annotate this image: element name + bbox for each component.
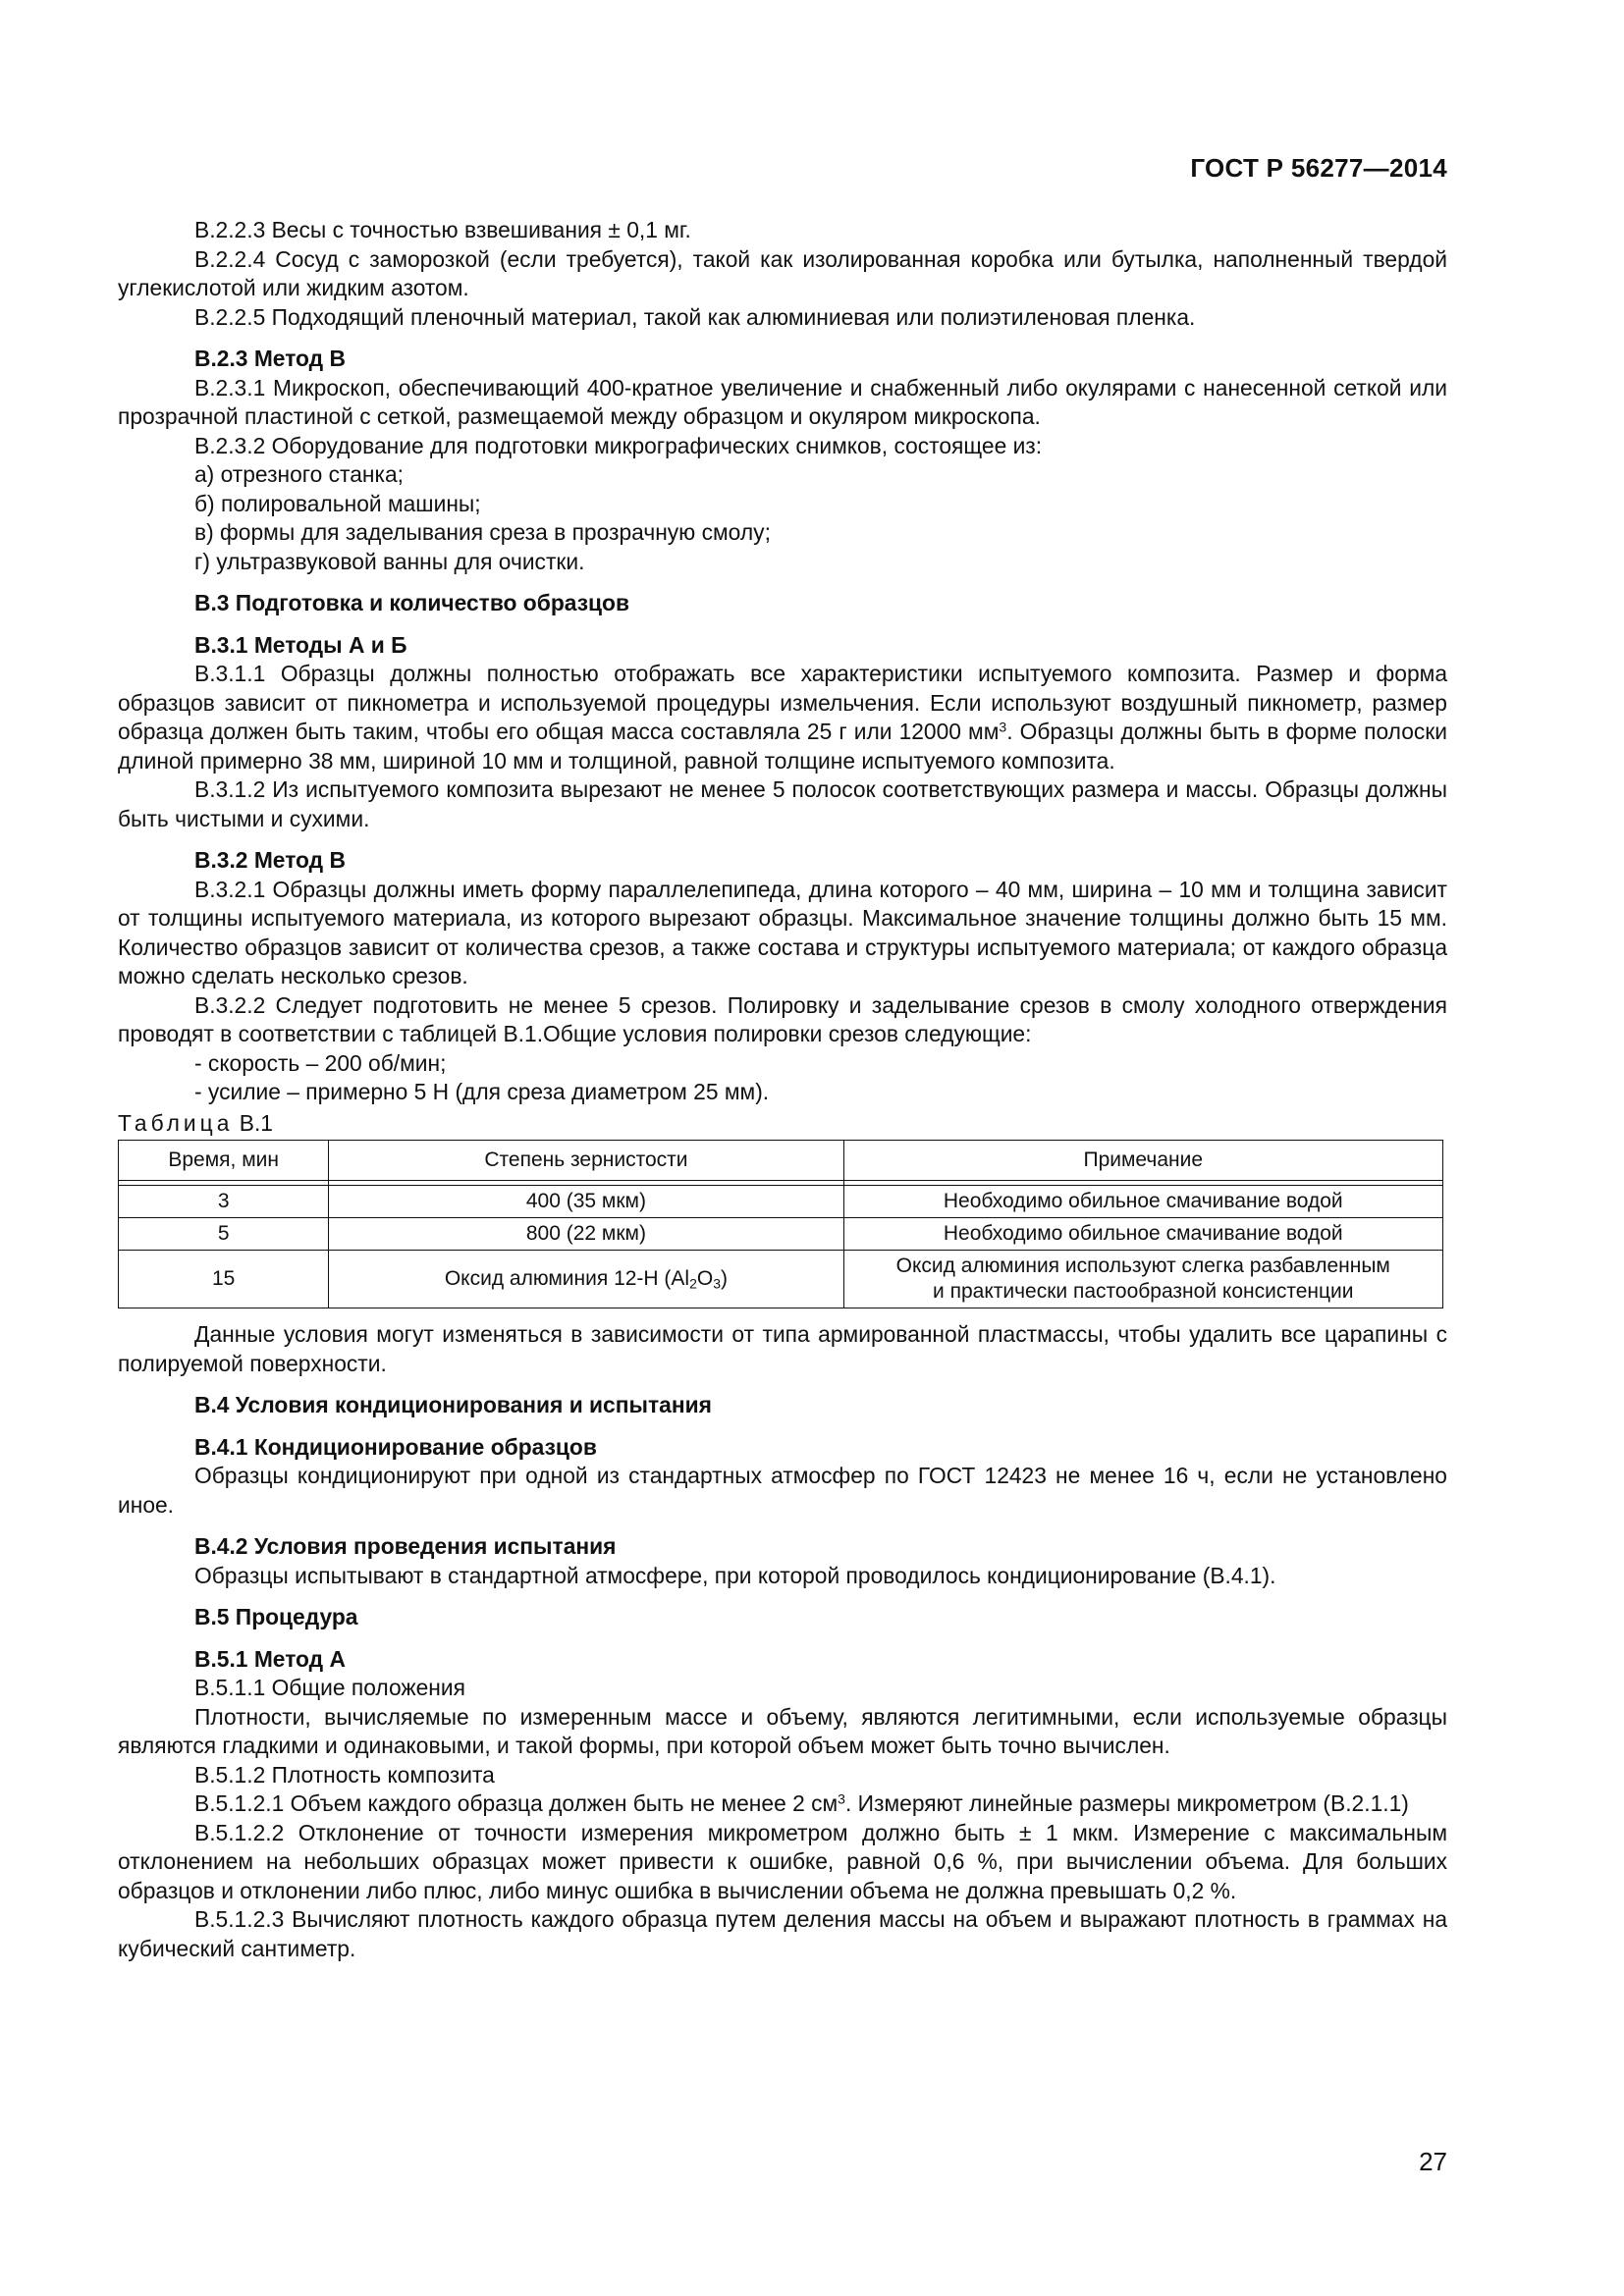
table-header-grit: Степень зернистости bbox=[329, 1141, 843, 1181]
table-caption-word: Таблица bbox=[118, 1109, 234, 1136]
paragraph-b5121-text: В.5.1.2.1 Объем каждого образца должен быть не менее 2 см bbox=[194, 1790, 839, 1816]
heading-b4: В.4 Условия кондиционирования и испытания bbox=[194, 1392, 712, 1417]
table-caption bbox=[118, 1109, 1447, 1139]
heading-b41: В.4.1 Кондиционирование образцов bbox=[194, 1433, 597, 1460]
table-cell-grit: 800 (22 мкм) bbox=[329, 1218, 843, 1251]
paragraph-b5122: В.5.1.2.2 Отклонение от точности измерения микрометром должно быть ± 1 мкм. Измерение с максимальным отклонением на небольших образцах может привести к ошибке, равной 0,6 %, при вычислении объема. Для больших образцов и отклонении либо плюс, либо минус ошибка в вычислении объема не должна превышать 0,2 %. bbox=[118, 1819, 1447, 1903]
page-number: 27 bbox=[1419, 2147, 1447, 2176]
table-cell-grit bbox=[329, 1251, 843, 1308]
table-cell-time: 15 bbox=[119, 1251, 329, 1308]
table-cell-time: 5 bbox=[119, 1218, 329, 1251]
paragraph-b512: В.5.1.2 Плотность композита bbox=[194, 1761, 495, 1788]
paragraph-b312: В.3.1.2 Из испытуемого композита вырезают не менее 5 полосок соответствующих размера и массы. Образцы должны быть чистыми и сухими. bbox=[118, 776, 1447, 831]
list-item-force: - усилие – примерно 5 Н (для среза диаметром 25 мм). bbox=[194, 1079, 770, 1104]
paragraph-b321: В.3.2.1 Образцы должны иметь форму параллелепипеда, длина которого – 40 мм, ширина – 10 мм и толщина зависит от толщины испытуемого материала, из которого вырезают образцы. Максимальное значение толщины должно быть 15 мм. Количество образцов зависит от количества срезов, а также состава и структуры испытуемого материала; от каждого образца можно сделать несколько срезов. bbox=[118, 876, 1447, 988]
superscript-cube: 3 bbox=[838, 1790, 845, 1807]
table-cell-time: 3 bbox=[119, 1186, 329, 1218]
heading-b5: В.5 Процедура bbox=[194, 1604, 358, 1629]
polishing-table bbox=[118, 1140, 1443, 1308]
paragraph-b511-body: Плотности, вычисляемые по измеренным массе и объему, являются легитимными, если используемые образцы являются гладкими и одинаковыми, и такой формы, при которой объем может быть точно вычислен. bbox=[118, 1703, 1447, 1758]
heading-b31: В.3.1 Методы А и Б bbox=[194, 631, 407, 658]
list-item-a: а) отрезного станка; bbox=[194, 461, 404, 487]
paragraph-b511: В.5.1.1 Общие положения bbox=[194, 1675, 465, 1700]
table-row bbox=[119, 1251, 1443, 1308]
heading-b23: В.2.3 Метод В bbox=[194, 346, 346, 371]
list-item-b: б) полировальной машины; bbox=[194, 490, 481, 516]
heading-b32: В.3.2 Метод В bbox=[194, 847, 346, 873]
subscript-2: 2 bbox=[689, 1275, 697, 1292]
table-header-row bbox=[119, 1141, 1443, 1181]
paragraph-b232: В.2.3.2 Оборудование для подготовки микрографических снимков, состоящее из: bbox=[194, 432, 1043, 458]
table-cell-grit: 400 (35 мкм) bbox=[329, 1186, 843, 1218]
paragraph-b311-text-end: . Образцы должны быть в форме полоски длиной примерно 38 мм, шириной 10 мм и толщиной, равной толщине испытуемого композита. bbox=[118, 719, 1448, 774]
paragraph-b225: В.2.2.5 Подходящий пленочный материал, такой как алюминиевая или полиэтиленовая пленка. bbox=[194, 303, 1196, 330]
paragraph-b311-text: В.3.1.1 Образцы должны полностью отображать все характеристики испытуемого композита. Размер и форма образцов зависит от пикнометра и используемой процедуры измельчения. Если используют воздушный пикнометр, размер образца должен быть таким, чтобы его общая масса составляла 25 г или 12000 мм bbox=[118, 661, 1447, 744]
list-item-speed: - скорость – 200 об/мин; bbox=[194, 1049, 447, 1076]
table-header-time: Время, мин bbox=[119, 1141, 329, 1181]
paragraph-b311 bbox=[118, 660, 1447, 775]
paragraph-b223: В.2.2.3 Весы с точностью взвешивания ± 0,1 мг. bbox=[194, 217, 691, 242]
note-line-1: Оксид алюминия используют слегка разбавленным bbox=[895, 1255, 1390, 1277]
paragraph-b231: В.2.3.1 Микроскоп, обеспечивающий 400-кратное увеличение и снабженный либо окулярами с нанесенной сеткой или прозрачной пластиной с сеткой, размещаемой между образцом и окуляром микроскопа. bbox=[118, 374, 1447, 429]
grit-text: Оксид алюминия 12-Н (Al bbox=[444, 1267, 690, 1290]
heading-b42: В.4.2 Условия проведения испытания bbox=[194, 1533, 617, 1559]
table-cell-note bbox=[843, 1251, 1442, 1308]
table-cell-note: Необходимо обильное смачивание водой bbox=[843, 1186, 1442, 1218]
paragraph-b41: Образцы кондиционируют при одной из стандартных атмосфер по ГОСТ 12423 не менее 16 ч, если не установлено иное. bbox=[118, 1463, 1447, 1518]
paragraph-b322: В.3.2.2 Следует подготовить не менее 5 срезов. Полировку и заделывание срезов в смолу холодного отверждения проводят в соответствии с таблицей В.1.Общие условия полировки срезов следующие: bbox=[118, 991, 1447, 1046]
paragraph-b5121 bbox=[118, 1789, 1447, 1819]
paragraph-b5123: В.5.1.2.3 Вычисляют плотность каждого образца путем деления массы на объем и выражают плотность в граммах на кубический сантиметр. bbox=[118, 1906, 1447, 1961]
paragraph-b5121-text-end: . Измеряют линейные размеры микрометром (В.2.1.1) bbox=[844, 1790, 1409, 1816]
paragraph-conditions-note: Данные условия могут изменяться в зависимости от типа армированной пластмассы, чтобы удалить все царапины с полируемой поверхности. bbox=[118, 1321, 1447, 1376]
heading-b51: В.5.1 Метод А bbox=[194, 1645, 346, 1672]
document-id-header: ГОСТ Р 56277—2014 bbox=[1190, 153, 1447, 183]
grit-text-o: O bbox=[696, 1267, 714, 1290]
subscript-3: 3 bbox=[713, 1275, 722, 1292]
table-cell-note: Необходимо обильное смачивание водой bbox=[843, 1218, 1442, 1251]
superscript-cube: 3 bbox=[999, 719, 1007, 735]
heading-b3: В.3 Подготовка и количество образцов bbox=[194, 590, 629, 615]
list-item-v: в) формы для заделывания среза в прозрачную смолу; bbox=[194, 519, 771, 545]
note-line-2: и практически пастообразной консистенции bbox=[933, 1280, 1354, 1303]
table-caption-number: В.1 bbox=[239, 1109, 273, 1136]
document-body bbox=[118, 216, 1447, 1963]
paragraph-b224: В.2.2.4 Сосуд с заморозкой (если требуется), такой как изолированная коробка или бутылка, наполненный твердой углекислотой или жидким азотом. bbox=[118, 245, 1447, 300]
paragraph-b42: Образцы испытывают в стандартной атмосфере, при которой проводилось кондиционирование (В.4.1). bbox=[194, 1562, 1276, 1588]
table-row bbox=[119, 1186, 1443, 1218]
table-header-note: Примечание bbox=[843, 1141, 1442, 1181]
grit-text-close: ) bbox=[721, 1267, 729, 1290]
list-item-g: г) ультразвуковой ванны для очистки. bbox=[194, 548, 585, 574]
table-row bbox=[119, 1218, 1443, 1251]
